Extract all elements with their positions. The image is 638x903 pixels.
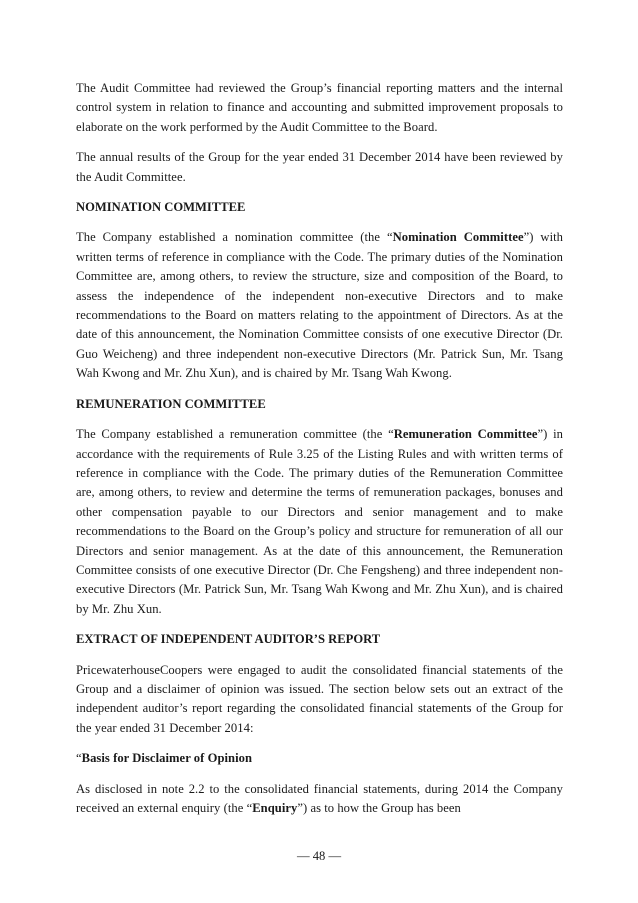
auditor-engagement-paragraph: PricewaterhouseCoopers were engaged to audit the consolidated financial statements of the Group and a disclaimer of opinion was issued. The section below sets out an extract of the independent auditor’s report regarding the consolidated financial statements of the Group for the year ended 31 December 2014:: [76, 662, 563, 735]
nomination-defined-term: Nomination Committee: [392, 230, 524, 245]
nomination-committee-heading: NOMINATION COMMITTEE: [76, 200, 246, 215]
remuneration-committee-paragraph: [76, 425, 563, 619]
disclaimer-text-rest: ”) as to how the Group has been: [297, 801, 461, 815]
disclaimer-paragraph: [76, 780, 563, 819]
audit-committee-paragraph: The Audit Committee had reviewed the Group’s financial reporting matters and the internal control system in relation to finance and accounting and submitted improvement proposals to elaborate on the work performed by the Audit Committee to the Board.: [76, 81, 563, 134]
annual-results-paragraph: The annual results of the Group for the year ended 31 December 2014 have been reviewed by the Audit Committee.: [76, 150, 563, 184]
nomination-text-start: The Company established a nomination committee (the “: [76, 230, 393, 245]
disclaimer-subheading: [76, 749, 563, 768]
enquiry-defined-term: Enquiry: [252, 801, 298, 815]
remuneration-text-rest: ”) in accordance with the requirements of Rule 3.25 of the Listing Rules and with written terms of reference in compliance with the Code. The primary duties of the Remuneration Committee are, among others, to review and determine the terms of remuneration packages, bonuses and other compensation payable to our Directors and senior management and to make recommendations to the Board on the Group’s policy and structure for remuneration of all our Directors and senior management. As at the date of this announcement, the Remuneration Committee consists of one executive Director (Dr. Che Fengsheng) and three independent non-executive Directors (Mr. Patrick Sun, Mr. Tsang Wah Kwong and Mr. Zhu Xun), and is chaired by Mr. Zhu Xun.: [76, 427, 564, 616]
document-body: [76, 79, 563, 818]
nomination-text-rest: ”) with written terms of reference in compliance with the Code. The primary duties of the Nomination Committee are, among others, to review the structure, size and composition of the Board, to assess the independence of the independent non-executive Directors and to make recommendations to the Board on matters relating to the appointment of Directors. As at the date of this announcement, the Nomination Committee consists of one executive Director (Dr. Guo Weicheng) and three independent non-executive Directors (Mr. Patrick Sun, Mr. Tsang Wah Kwong and Mr. Zhu Xun), and is chaired by Mr. Tsang Wah Kwong.: [76, 230, 564, 381]
page-number: — 48 —: [296, 849, 342, 863]
remuneration-text-start: The Company established a remuneration committee (the “: [76, 427, 394, 442]
remuneration-defined-term: Remuneration Committee: [393, 427, 538, 442]
nomination-committee-paragraph: [76, 228, 563, 383]
auditor-report-heading: EXTRACT OF INDEPENDENT AUDITOR’S REPORT: [76, 632, 381, 647]
disclaimer-subheading-text: Basis for Disclaimer of Opinion: [81, 751, 253, 766]
disclaimer-text-start: As disclosed in note 2.2 to the consolidated financial statements, during 2014 the Company received an external enquiry (the “: [76, 781, 563, 815]
remuneration-committee-heading: REMUNERATION COMMITTEE: [76, 396, 266, 411]
opening-quote: “: [76, 751, 82, 766]
